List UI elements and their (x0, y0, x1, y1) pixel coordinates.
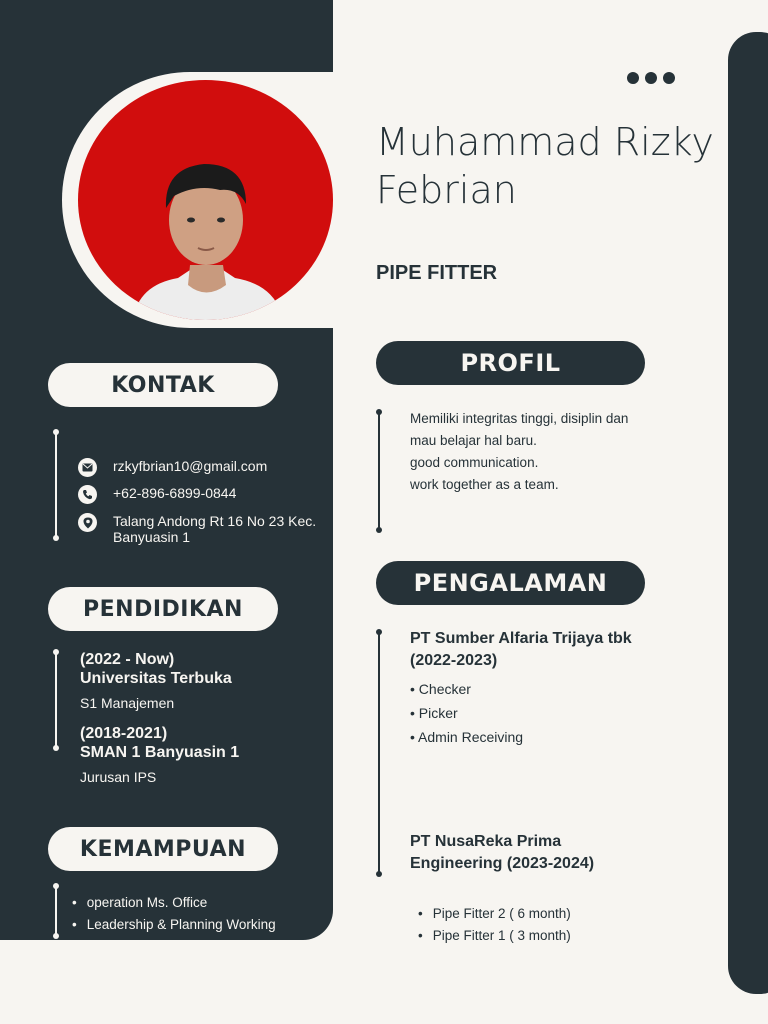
section-title-kemampuan: KEMAMPUAN (48, 827, 278, 871)
education-1-school: Universitas Terbuka (80, 670, 232, 687)
contact-divider-line (55, 432, 57, 538)
experience-divider-line (378, 632, 380, 874)
list-item: • Leadership & Planning Working (72, 914, 276, 936)
profile-summary (410, 408, 710, 496)
skills-list (72, 892, 276, 936)
experience-1-company (410, 628, 710, 672)
name-line-1: Muhammad Rizky (376, 120, 714, 164)
section-title-kontak: KONTAK (48, 363, 278, 407)
profile-line: work together as a team. (410, 477, 559, 492)
address-text: Talang Andong Rt 16 No 23 Kec. Banyuasin 1 (113, 513, 317, 545)
list-item: • Checker (410, 677, 523, 701)
experience-2-company-name: PT NusaReka Prima (410, 833, 562, 850)
education-1-major: S1 Manajemen (80, 695, 175, 711)
phone-text: +62-896-6899-0844 (113, 485, 237, 501)
list-item: • operation Ms. Office (72, 892, 276, 914)
experience-2-company (410, 831, 710, 875)
section-title-pengalaman: PENGALAMAN (376, 561, 645, 605)
email-text: rzkyfbrian10@gmail.com (113, 458, 268, 474)
job-role: PIPE FITTER (376, 262, 498, 284)
skills-divider-line (55, 886, 57, 936)
section-title-profil: PROFIL (376, 341, 645, 385)
list-item: • Admin Receiving (410, 725, 523, 749)
experience-1-period: (2022-2023) (410, 652, 498, 669)
profile-divider-line (378, 412, 380, 530)
education-2-years: (2018-2021) (80, 725, 168, 742)
education-2-major: Jurusan IPS (80, 769, 157, 785)
experience-1-tasks (410, 677, 523, 749)
contact-phone (78, 485, 333, 504)
contact-email (78, 458, 333, 477)
experience-2-period: Engineering (2023-2024) (410, 855, 595, 872)
contact-address (78, 513, 333, 545)
profile-photo (78, 80, 333, 320)
person-portrait-icon (78, 80, 333, 320)
location-pin-icon (78, 513, 97, 532)
education-1-years: (2022 - Now) (80, 651, 175, 668)
mail-icon (78, 458, 97, 477)
phone-icon (78, 485, 97, 504)
experience-2-tasks (418, 903, 571, 947)
experience-1-company-name: PT Sumber Alfaria Trijaya tbk (410, 630, 632, 647)
education-2-school: SMAN 1 Banyuasin 1 (80, 744, 240, 761)
more-dots-icon (627, 72, 675, 84)
list-item: • Pipe Fitter 2 ( 6 month) (418, 903, 571, 925)
section-title-pendidikan: PENDIDIKAN (48, 587, 278, 631)
profile-line: mau belajar hal baru. (410, 433, 537, 448)
profile-line: good communication. (410, 455, 539, 470)
profile-line: Memiliki integritas tinggi, disiplin dan (410, 411, 629, 426)
name-line-2: Febrian (376, 168, 517, 212)
education-divider-line (55, 652, 57, 748)
list-item: • Picker (410, 701, 523, 725)
full-name (376, 118, 736, 214)
list-item: • Pipe Fitter 1 ( 3 month) (418, 925, 571, 947)
